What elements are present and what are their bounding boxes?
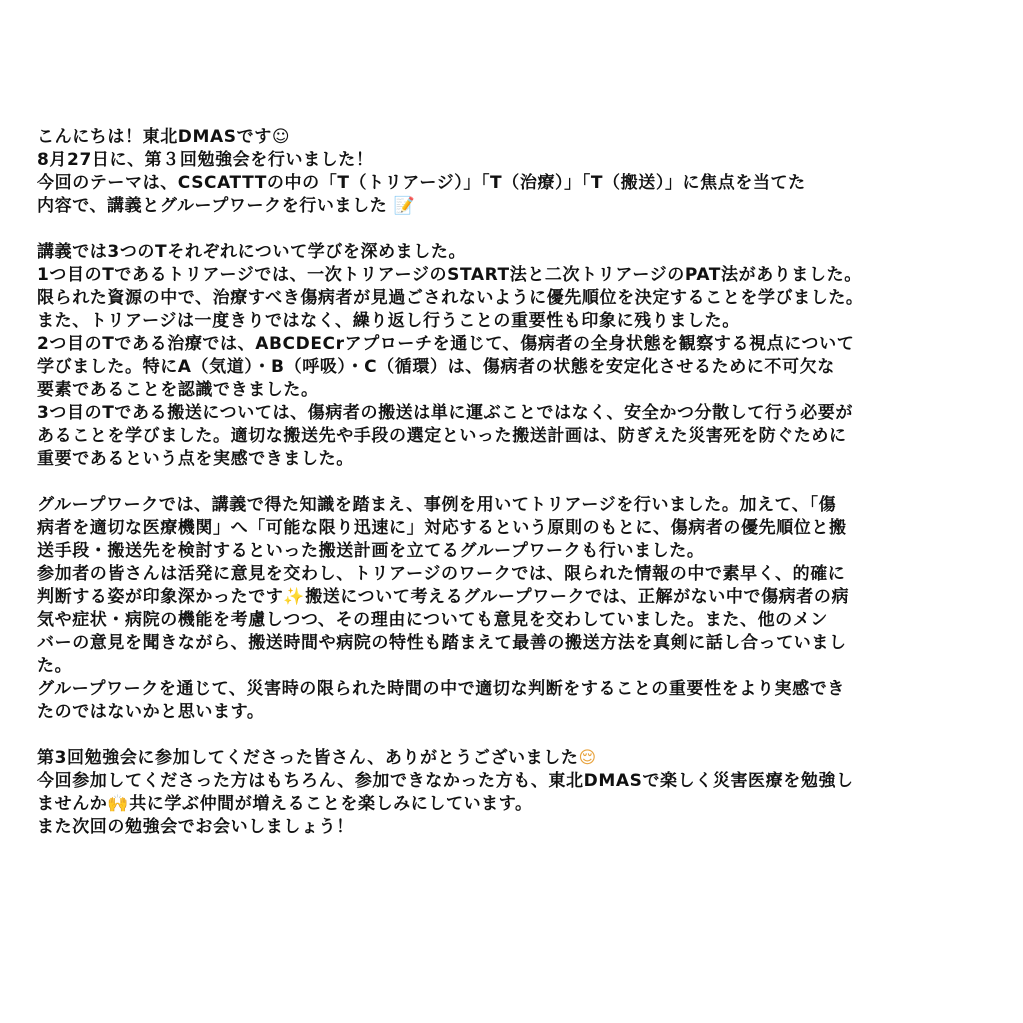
intro-paragraph [37,126,987,218]
relieved-face-emoji-icon: 😌 [578,748,597,768]
text-segment: 判断する姿が印象深かったです [37,587,284,607]
paragraph-gap [37,218,987,241]
text-line: 2つ目のTである治療では、ABCDECrアプローチを通じて、傷病者の全身状態を観察する視点について [37,334,855,354]
text-line [37,747,987,770]
event-date-line: 8月27日に、第３回勉強会を行いました！ [37,150,374,170]
post-body [37,126,987,839]
text-line: 学びました。特にA（気道）・B（呼吸）・C（循環）は、傷病者の状態を安定化させるために不可欠な [37,357,835,377]
text-line: 送手段・搬送先を検討するといった搬送計画を立てるグループワークも行いました。 [37,541,705,561]
raising-hands-emoji-icon: 🙌 [107,794,130,814]
farewell-line: また次回の勉強会でお会いしましょう！ [37,817,354,837]
text-line: 病者を適切な医療機関」へ「可能な限り迅速に」対応するという原則のもとに、傷病者の優先順位と搬 [37,518,847,538]
text-line: 1つ目のTであるトリアージでは、一次トリアージのSTART法と二次トリアージのPAT法がありました。 [37,265,862,285]
text-segment: 内容で、講義とグループワークを行いました [37,196,388,216]
text-line: 要素であることを認識できました。 [37,380,319,400]
paragraph-gap [37,724,987,747]
greeting-line: こんにちは！東北DMASです☺ [37,127,291,147]
text-line: 重要であるという点を実感できました。 [37,449,354,469]
text-segment: 搬送について考えるグループワークでは、正解がない中で傷病者の病 [305,587,850,607]
text-line: あることを学びました。適切な搬送先や手段の選定といった搬送計画は、防ぎえた災害死を防ぐために [37,426,847,446]
text-line: 限られた資源の中で、治療すべき傷病者が見過ごされないように優先順位を決定することを学びました。 [37,288,864,308]
paragraph-gap [37,471,987,494]
text-segment: ませんか [37,794,108,814]
closing-paragraph [37,747,987,839]
text-line: 講義では3つのTそれぞれについて学びを深めました。 [37,242,467,262]
text-line: また、トリアージは一度きりではなく、繰り返し行うことの重要性も印象に残りました。 [37,311,740,331]
text-line: 3つ目のTである搬送については、傷病者の搬送は単に運ぶことではなく、安全かつ分散して行う必要が [37,403,853,423]
text-line [37,586,987,609]
text-line [37,195,987,218]
text-line: 今回参加してくださった方はもちろん、参加できなかった方も、東北DMASで楽しく災害医療を勉強し [37,771,854,791]
text-line: 参加者の皆さんは活発に意見を交わし、トリアージのワークでは、限られた情報の中で素早く、的確に [37,564,846,584]
text-line: 気や症状・病院の機能を考慮しつつ、その理由についても意見を交わしていました。また、他のメン [37,610,828,630]
text-segment: 共に学ぶ仲間が増えることを楽しみにしています。 [129,794,533,814]
text-line: バーの意見を聞きながら、搬送時間や病院の特性も踏まえて最善の搬送方法を真剣に話し合っていまし [37,633,847,653]
text-line: 今回のテーマは、CSCATTTの中の「T（トリアージ）」「T（治療）」「T（搬送）」に焦点を当てた [37,173,806,193]
text-line: グループワークを通じて、災害時の限られた時間の中で適切な判断をすることの重要性をより実感でき [37,679,845,699]
groupwork-paragraph [37,494,987,724]
text-segment: 第3回勉強会に参加してくださった皆さん、ありがとうございました [37,748,579,768]
lecture-paragraph [37,241,987,471]
text-line: た。 [37,656,73,676]
sparkles-emoji-icon: ✨ [283,587,306,607]
memo-emoji-icon: 📝 [393,196,416,216]
text-line: グループワークでは、講義で得た知識を踏まえ、事例を用いてトリアージを行いました。加えて、「傷 [37,495,837,515]
text-line: たのではないかと思います。 [37,702,265,722]
text-line [37,793,987,816]
